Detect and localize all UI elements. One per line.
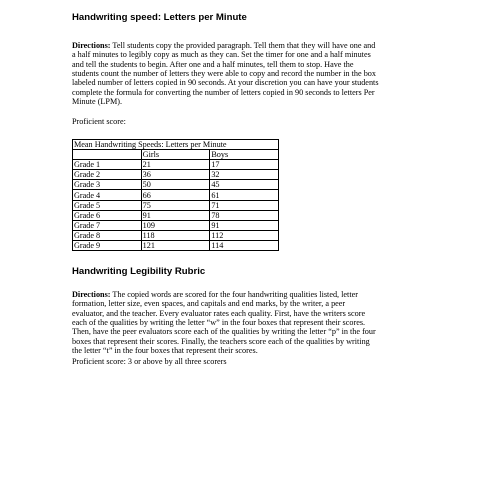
directions-line: complete the formula for converting the number of letters copied in 90 seconds to letters Per: [72, 87, 375, 97]
boys-cell: 112: [210, 230, 279, 240]
table-header-cell: Girls: [141, 150, 210, 160]
section-title-speed: Handwriting speed: Letters per Minute: [72, 12, 247, 23]
girls-cell: 50: [141, 180, 210, 190]
boys-cell: 45: [210, 180, 279, 190]
table-row: [73, 220, 279, 230]
grade-cell: Grade 6: [73, 210, 142, 220]
grade-cell: Grade 2: [73, 170, 142, 180]
table-header-cell: Boys: [210, 150, 279, 160]
boys-cell: 114: [210, 240, 279, 250]
table-row: [73, 190, 279, 200]
table-caption-row: [73, 140, 279, 150]
directions-line: Minute (LPM).: [72, 97, 123, 107]
table-row: [73, 170, 279, 180]
table-caption: Mean Handwriting Speeds: Letters per Minute: [73, 140, 279, 150]
directions-line: Then, have the peer evaluators score each of the qualities by writing the letter “p” in the four: [72, 327, 376, 337]
grade-cell: Grade 4: [73, 190, 142, 200]
girls-cell: 21: [141, 160, 210, 170]
grade-cell: Grade 3: [73, 180, 142, 190]
grade-cell: Grade 5: [73, 200, 142, 210]
girls-cell: 36: [141, 170, 210, 180]
speed-directions: [72, 41, 424, 106]
directions-label: Directions:: [72, 290, 111, 299]
table-row: [73, 210, 279, 220]
grade-cell: Grade 9: [73, 240, 142, 250]
directions-line: Tell students copy the provided paragraph. Tell them that they will have one and: [110, 41, 376, 50]
girls-cell: 66: [141, 190, 210, 200]
handwriting-speed-table: [72, 139, 279, 251]
grade-cell: Grade 8: [73, 230, 142, 240]
table-row: [73, 180, 279, 190]
legibility-directions: [72, 290, 424, 355]
table-row: [73, 240, 279, 250]
boys-cell: 32: [210, 170, 279, 180]
directions-line: boxes that represent their scores. Finally, the teachers score each of the qualities by writing: [72, 336, 370, 346]
boys-cell: 78: [210, 210, 279, 220]
boys-cell: 71: [210, 200, 279, 210]
directions-line: students count the number of letters they were able to copy and record the number in the box: [72, 69, 376, 79]
directions-line: The copied words are scored for the four handwriting qualities listed, letter: [110, 290, 358, 299]
girls-cell: 91: [141, 210, 210, 220]
table-header-row: [73, 150, 279, 160]
section-title-legibility: Handwriting Legibility Rubric: [72, 266, 206, 277]
legibility-proficient-score: Proficient score: 3 or above by all three scorers: [72, 357, 227, 366]
directions-line: a half minutes to legibly copy as much as they can. Set the timer for one and a half minutes: [72, 50, 371, 60]
boys-cell: 91: [210, 220, 279, 230]
directions-line: evaluator, and the teacher. Every evaluator rates each quality. First, have the writers score: [72, 308, 366, 318]
directions-label: Directions:: [72, 41, 111, 50]
directions-line: each of the qualities by writing the letter “w” in the four boxes that represent their scores.: [72, 318, 366, 328]
directions-line: formation, letter size, even spaces, and capitals and end marks, by the writer, a peer: [72, 299, 346, 309]
girls-cell: 121: [141, 240, 210, 250]
table-row: [73, 200, 279, 210]
directions-line: labeled number of letters copied in 90 seconds. At your discretion you can have your students: [72, 78, 379, 88]
grade-cell: Grade 1: [73, 160, 142, 170]
table-row: [73, 230, 279, 240]
directions-line: the letter “t” in the four boxes that represent their scores.: [72, 346, 258, 356]
grade-cell: Grade 7: [73, 220, 142, 230]
directions-line: and tell the students to begin. After one and a half minutes, tell them to stop. Have the: [72, 59, 354, 69]
girls-cell: 75: [141, 200, 210, 210]
girls-cell: 118: [141, 230, 210, 240]
boys-cell: 61: [210, 190, 279, 200]
table-header-cell: [73, 150, 142, 160]
speed-proficient-score: Proficient score:: [72, 117, 126, 126]
boys-cell: 17: [210, 160, 279, 170]
table-row: [73, 160, 279, 170]
girls-cell: 109: [141, 220, 210, 230]
